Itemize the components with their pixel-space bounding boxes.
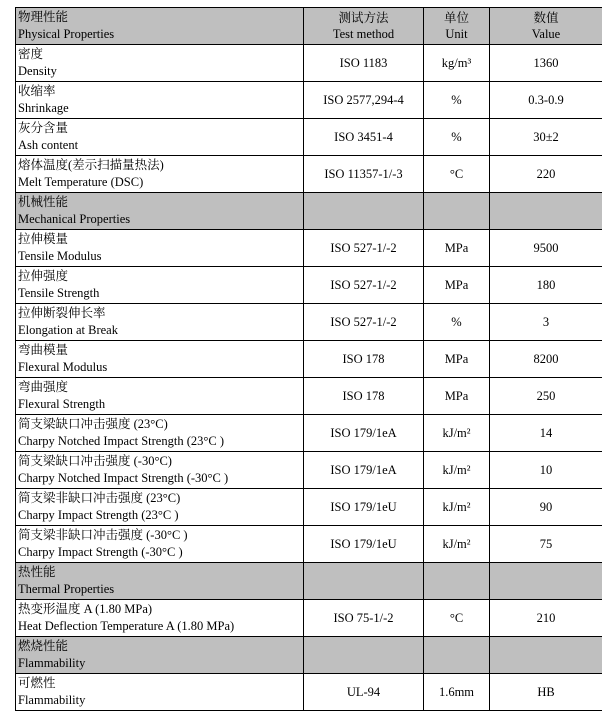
property-en: Flexural Strength: [18, 397, 106, 411]
section-flammability-en: Flammability: [18, 656, 86, 670]
section-label-flammability: [16, 637, 304, 674]
unit-cell: %: [424, 82, 490, 119]
property-cell: [16, 156, 304, 193]
method-cell: ISO 178: [304, 378, 424, 415]
header-method: [304, 8, 424, 45]
property-zh: 简支梁非缺口冲击强度 (-30°C ): [18, 528, 188, 542]
property-cell: [16, 674, 304, 711]
table-row: [16, 526, 602, 563]
section-mechanical-en: Mechanical Properties: [18, 212, 131, 226]
property-zh: 热变形温度 A (1.80 MPa): [18, 602, 153, 616]
value-cell: 9500: [490, 230, 602, 267]
header-value-en: Value: [531, 27, 561, 41]
table-row: [16, 304, 602, 341]
method-cell: ISO 3451-4: [304, 119, 424, 156]
property-zh: 简支梁非缺口冲击强度 (23°C): [18, 491, 181, 505]
value-cell: 220: [490, 156, 602, 193]
value-cell: HB: [490, 674, 602, 711]
property-cell: [16, 526, 304, 563]
unit-cell: kg/m³: [424, 45, 490, 82]
property-en: Shrinkage: [18, 101, 69, 115]
method-cell: UL-94: [304, 674, 424, 711]
property-cell: [16, 267, 304, 304]
section-row-mechanical: [16, 193, 602, 230]
property-cell: [16, 600, 304, 637]
property-en: Charpy Notched Impact Strength (-30°C ): [18, 471, 229, 485]
unit-cell: MPa: [424, 267, 490, 304]
unit-cell: kJ/m²: [424, 526, 490, 563]
property-zh: 收缩率: [18, 84, 56, 98]
property-en: Heat Deflection Temperature A (1.80 MPa): [18, 619, 235, 633]
table-row: [16, 452, 602, 489]
value-cell: 1360: [490, 45, 602, 82]
header-method-en: Test method: [332, 27, 395, 41]
header-value: [490, 8, 602, 45]
value-cell: 10: [490, 452, 602, 489]
property-zh: 可燃性: [18, 676, 56, 690]
property-cell: [16, 452, 304, 489]
section-label-thermal: [16, 563, 304, 600]
table-row: [16, 489, 602, 526]
property-zh: 拉伸断裂伸长率: [18, 306, 106, 320]
header-unit-zh: 单位: [443, 11, 469, 25]
unit-cell: MPa: [424, 378, 490, 415]
value-cell: 8200: [490, 341, 602, 378]
header-unit: [424, 8, 490, 45]
table-row: [16, 378, 602, 415]
property-zh: 密度: [18, 47, 44, 61]
table-row: [16, 82, 602, 119]
table-row: [16, 119, 602, 156]
section-mechanical-zh: 机械性能: [18, 195, 69, 209]
property-en: Melt Temperature (DSC): [18, 175, 144, 189]
property-cell: [16, 230, 304, 267]
table-row: [16, 156, 602, 193]
table-header-row: [16, 8, 602, 45]
section-row-flammability: [16, 637, 602, 674]
property-cell: [16, 304, 304, 341]
unit-cell: %: [424, 304, 490, 341]
method-cell: ISO 178: [304, 341, 424, 378]
value-cell: 30±2: [490, 119, 602, 156]
table-row: [16, 267, 602, 304]
section-empty-cell: [490, 193, 602, 230]
method-cell: ISO 527-1/-2: [304, 230, 424, 267]
section-thermal-en: Thermal Properties: [18, 582, 115, 596]
method-cell: ISO 179/1eA: [304, 452, 424, 489]
header-property-zh: 物理性能: [18, 10, 69, 24]
property-cell: [16, 45, 304, 82]
section-empty-cell: [424, 637, 490, 674]
unit-cell: kJ/m²: [424, 415, 490, 452]
method-cell: ISO 527-1/-2: [304, 304, 424, 341]
section-label-mechanical: [16, 193, 304, 230]
property-zh: 熔体温度(差示扫描量热法): [18, 158, 164, 172]
unit-cell: MPa: [424, 230, 490, 267]
header-property-en: Physical Properties: [18, 27, 115, 41]
unit-cell: kJ/m²: [424, 489, 490, 526]
table-row: [16, 600, 602, 637]
method-cell: ISO 527-1/-2: [304, 267, 424, 304]
property-en: Flexural Modulus: [18, 360, 108, 374]
unit-cell: °C: [424, 156, 490, 193]
section-row-thermal: [16, 563, 602, 600]
property-cell: [16, 82, 304, 119]
property-zh: 简支梁缺口冲击强度 (23°C): [18, 417, 168, 431]
section-empty-cell: [424, 563, 490, 600]
method-cell: ISO 75-1/-2: [304, 600, 424, 637]
property-cell: [16, 341, 304, 378]
property-en: Tensile Strength: [18, 286, 100, 300]
value-cell: 14: [490, 415, 602, 452]
value-cell: 3: [490, 304, 602, 341]
property-en: Charpy Impact Strength (23°C ): [18, 508, 179, 522]
property-zh: 拉伸强度: [18, 269, 69, 283]
unit-cell: 1.6mm: [424, 674, 490, 711]
property-cell: [16, 119, 304, 156]
property-cell: [16, 378, 304, 415]
section-flammability-zh: 燃烧性能: [18, 639, 69, 653]
value-cell: 90: [490, 489, 602, 526]
unit-cell: MPa: [424, 341, 490, 378]
header-method-zh: 测试方法: [338, 11, 389, 25]
table-row: [16, 415, 602, 452]
section-empty-cell: [304, 637, 424, 674]
table-row: [16, 45, 602, 82]
section-empty-cell: [304, 193, 424, 230]
value-cell: 210: [490, 600, 602, 637]
property-zh: 灰分含量: [18, 121, 69, 135]
property-zh: 弯曲模量: [18, 343, 69, 357]
header-unit-en: Unit: [445, 27, 468, 41]
properties-table: [15, 7, 602, 711]
section-empty-cell: [490, 637, 602, 674]
section-empty-cell: [304, 563, 424, 600]
section-label-physical: [16, 8, 304, 45]
value-cell: 0.3-0.9: [490, 82, 602, 119]
property-zh: 简支梁缺口冲击强度 (-30°C): [18, 454, 172, 468]
unit-cell: °C: [424, 600, 490, 637]
property-en: Elongation at Break: [18, 323, 118, 337]
property-en: Charpy Impact Strength (-30°C ): [18, 545, 183, 559]
property-en: Flammability: [18, 693, 86, 707]
method-cell: ISO 179/1eA: [304, 415, 424, 452]
method-cell: ISO 179/1eU: [304, 526, 424, 563]
method-cell: ISO 1183: [304, 45, 424, 82]
header-value-zh: 数值: [533, 11, 559, 25]
property-zh: 拉伸模量: [18, 232, 69, 246]
property-cell: [16, 415, 304, 452]
method-cell: ISO 11357-1/-3: [304, 156, 424, 193]
section-empty-cell: [490, 563, 602, 600]
value-cell: 180: [490, 267, 602, 304]
method-cell: ISO 2577,294-4: [304, 82, 424, 119]
property-cell: [16, 489, 304, 526]
unit-cell: kJ/m²: [424, 452, 490, 489]
table-row: [16, 230, 602, 267]
method-cell: ISO 179/1eU: [304, 489, 424, 526]
value-cell: 75: [490, 526, 602, 563]
table-row: [16, 341, 602, 378]
property-en: Ash content: [18, 138, 79, 152]
property-en: Density: [18, 64, 57, 78]
section-empty-cell: [424, 193, 490, 230]
property-en: Charpy Notched Impact Strength (23°C ): [18, 434, 224, 448]
section-thermal-zh: 热性能: [18, 565, 56, 579]
property-en: Tensile Modulus: [18, 249, 102, 263]
value-cell: 250: [490, 378, 602, 415]
table-row: [16, 674, 602, 711]
unit-cell: %: [424, 119, 490, 156]
property-zh: 弯曲强度: [18, 380, 69, 394]
